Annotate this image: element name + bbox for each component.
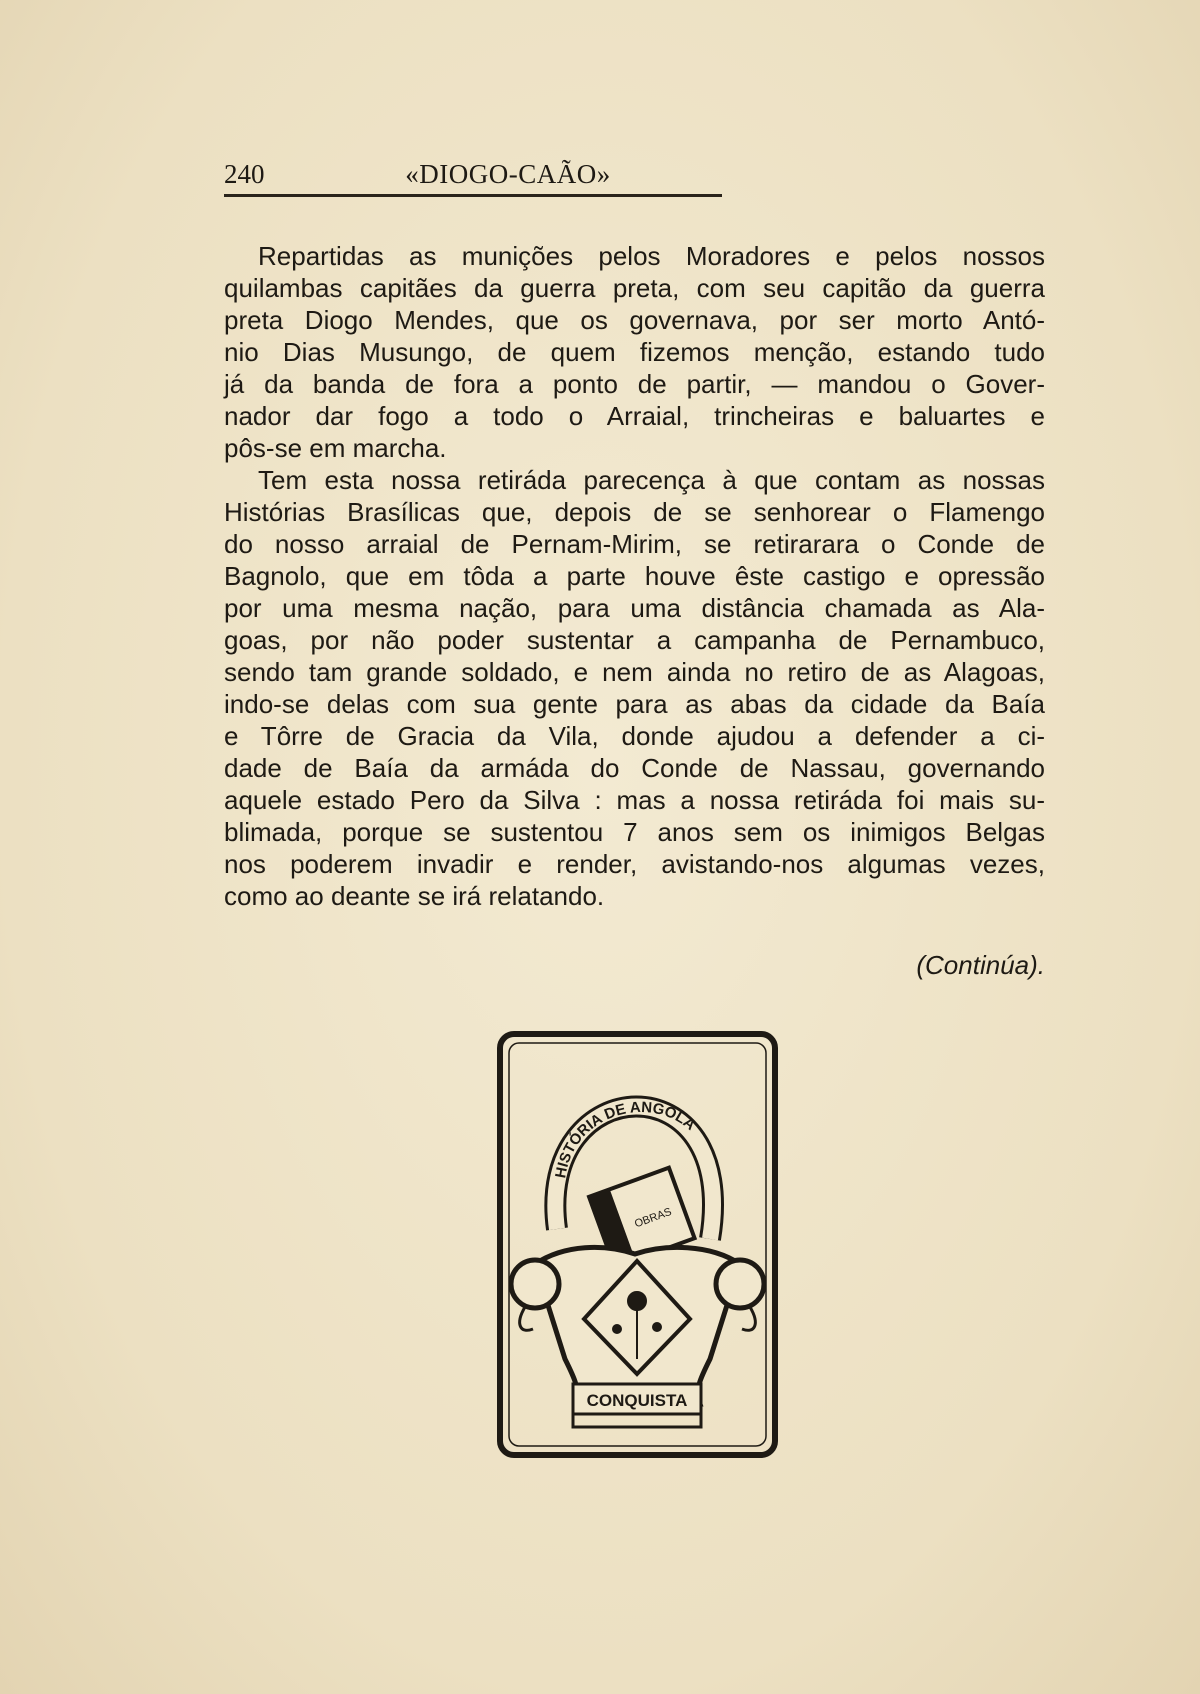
emblem-arch-text: HISTÓRIA DE ANGOLA <box>552 1098 699 1180</box>
text-line: Tem esta nossa retiráda parecença à que contam as nossas <box>258 465 1045 495</box>
svg-text:OBRAS: OBRAS <box>633 1205 674 1231</box>
text-line: como ao deante se irá relatando. <box>224 881 605 911</box>
text-line: preta Diogo Mendes, que os governava, por ser morto Antó- <box>224 305 1045 335</box>
history-of-angola-emblem <box>495 1029 780 1460</box>
text-line: sendo tam grande soldado, e nem ainda no retiro de as Alagoas, <box>224 657 1045 687</box>
text-line: nio Dias Musungo, de quem fizemos menção, estando tudo <box>224 337 1045 367</box>
text-line: blimada, porque se sustentou 7 anos sem os inimigos Belgas <box>224 817 1045 847</box>
page-number: 240 <box>224 159 265 189</box>
running-title: «DIOGO-CAÃO» <box>405 159 611 189</box>
text-line: nador dar fogo a todo o Arraial, trincheiras e baluartes e <box>224 401 1045 431</box>
text-line: Bagnolo, que em tôda a parte houve êste castigo e opressão <box>224 561 1045 591</box>
text-line: dade de Baía da armáda do Conde de Nassau, governando <box>224 753 1045 783</box>
text-line: pôs-se em marcha. <box>224 433 447 463</box>
emblem-base-text: CONQUISTA <box>586 1391 688 1410</box>
body-text <box>224 240 1045 912</box>
text-line: nos poderem invadir e render, avistando-nos algumas vezes, <box>224 849 1045 879</box>
text-line: indo-se delas com sua gente para as abas da cidade da Baía <box>224 689 1045 719</box>
running-header <box>224 150 722 197</box>
text-line: por uma mesma nação, para uma distância chamada as Ala- <box>224 593 1045 623</box>
text-line: aquele estado Pero da Silva : mas a nossa retiráda foi mais su- <box>224 785 1045 815</box>
text-line: já da banda de fora a ponto de partir, — mandou o Gover- <box>224 369 1045 399</box>
text-line: do nosso arraial de Pernam-Mirim, se retirarara o Conde de <box>224 529 1045 559</box>
continuation-note: (Continúa). <box>916 950 1045 980</box>
text-line: Repartidas as munições pelos Moradores e pelos nossos <box>258 241 1045 271</box>
paragraph-2 <box>224 464 1045 912</box>
text-line: e Tôrre de Gracia da Vila, donde ajudou a defender a ci- <box>224 721 1045 751</box>
paragraph-1 <box>224 240 1045 464</box>
text-line: goas, por não poder sustentar a campanha de Pernambuco, <box>224 625 1045 655</box>
text-line: Histórias Brasílicas que, depois de se senhorear o Flamengo <box>224 497 1045 527</box>
text-line: quilambas capitães da guerra preta, com seu capitão da guerra <box>224 273 1045 303</box>
